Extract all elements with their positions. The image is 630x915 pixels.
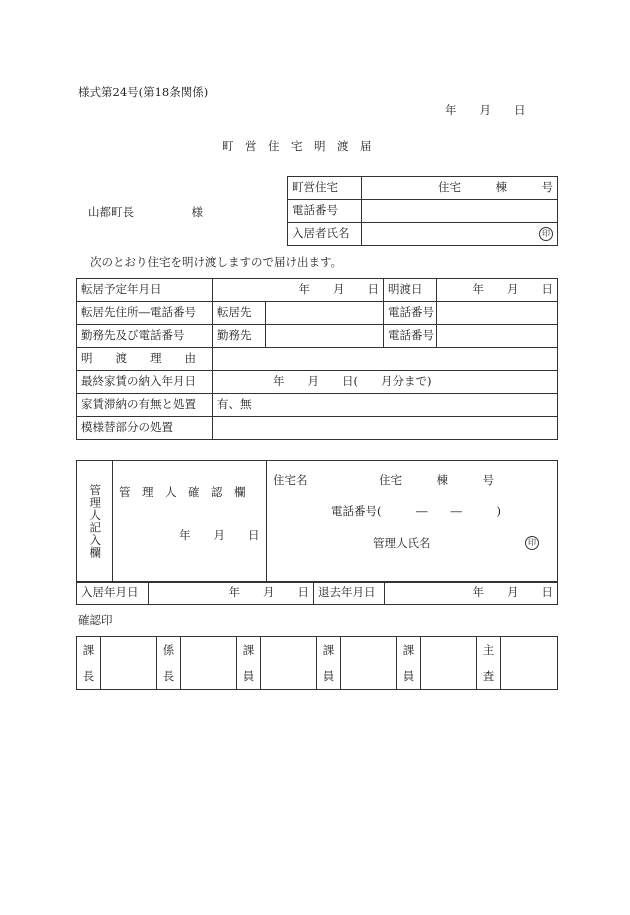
stamp-label-staff: 課 員 [397,637,421,690]
stamp-label-staff: 課 員 [237,637,261,690]
manager-phone: 電話番号( ― ― ) [331,504,501,518]
housing-value[interactable]: 住宅 棟 号 [362,177,558,200]
manager-confirm-label: 管 理 人 確 認 欄 [119,485,246,499]
form-number: 様式第24号(第18条関係) [78,85,209,99]
housing-name-label: 住宅名 [273,473,308,487]
stamp-box[interactable] [421,637,477,690]
new-phone-label: 電話番号 [384,302,437,325]
manager-seal [525,536,539,550]
move-in-field[interactable]: 年 月 日 [149,582,314,605]
vacate-date-field[interactable]: 年 月 日 [437,279,558,302]
manager-side-label: 管理人記入欄 [77,461,113,583]
remodel-field[interactable] [213,417,558,440]
new-address-sublabel: 転居先 [213,302,266,325]
new-address-label: 転居先住所―電話番号 [77,302,213,325]
stamp-box[interactable] [261,637,317,690]
workplace-field[interactable] [266,325,384,348]
workplace-label: 勤務先及び電話番号 [77,325,213,348]
applicant-table [287,176,558,246]
manager-info-cell[interactable] [267,461,558,583]
stamp-box[interactable] [501,637,558,690]
manager-confirm-cell[interactable] [113,461,267,583]
move-out-field[interactable]: 年 月 日 [385,582,558,605]
remodel-label: 模様替部分の処置 [77,417,213,440]
vacate-date-label: 明渡日 [384,279,437,302]
arrears-label: 家賃滞納の有無と処置 [77,394,213,417]
stamp-box[interactable] [101,637,157,690]
arrears-field[interactable]: 有、無 [213,394,558,417]
resident-name-field[interactable] [362,223,558,246]
notice-text: 次のとおり住宅を明け渡しますので届け出ます。 [90,255,343,269]
last-rent-label: 最終家賃の納入年月日 [77,371,213,394]
last-rent-field[interactable]: 年 月 日( 月分まで) [213,371,558,394]
move-in-label: 入居年月日 [77,582,149,605]
stamp-box[interactable] [341,637,397,690]
phone-label: 電話番号 [288,200,362,223]
new-address-field[interactable] [266,302,384,325]
seal-icon: 印 [525,536,539,550]
manager-confirm-date: 年 月 日 [179,528,260,542]
reason-field[interactable] [213,348,558,371]
move-date-label: 転居予定年月日 [77,279,213,302]
page-title: 町 営 住 宅 明 渡 届 [222,139,372,153]
stamp-label-section-chief: 課 長 [77,637,101,690]
addressee: 山都町長 様 [88,205,203,219]
stamp-section-label: 確認印 [78,613,113,627]
stamp-table [76,636,558,690]
manager-name-label: 管理人氏名 [373,536,431,550]
stamp-label-inspector: 主 査 [477,637,501,690]
seal-icon: 印 [539,227,553,241]
stamp-label-subsection-chief: 係 長 [157,637,181,690]
workplace-sublabel: 勤務先 [213,325,266,348]
move-out-label: 退去年月日 [314,582,385,605]
move-date-field[interactable]: 年 月 日 [213,279,384,302]
details-table [76,278,558,440]
reason-label: 明 渡 理 由 [77,348,213,371]
resident-name-label: 入居者氏名 [288,223,362,246]
dates-table [76,581,558,605]
workplace-phone-field[interactable] [437,325,558,348]
phone-field[interactable] [362,200,558,223]
workplace-phone-label: 電話番号 [384,325,437,348]
stamp-box[interactable] [181,637,237,690]
submission-date: 年 月 日 [445,103,526,117]
housing-label: 町営住宅 [288,177,362,200]
stamp-label-staff: 課 員 [317,637,341,690]
new-phone-field[interactable] [437,302,558,325]
manager-table [76,460,558,583]
housing-name-value: 住宅 棟 号 [379,473,494,487]
